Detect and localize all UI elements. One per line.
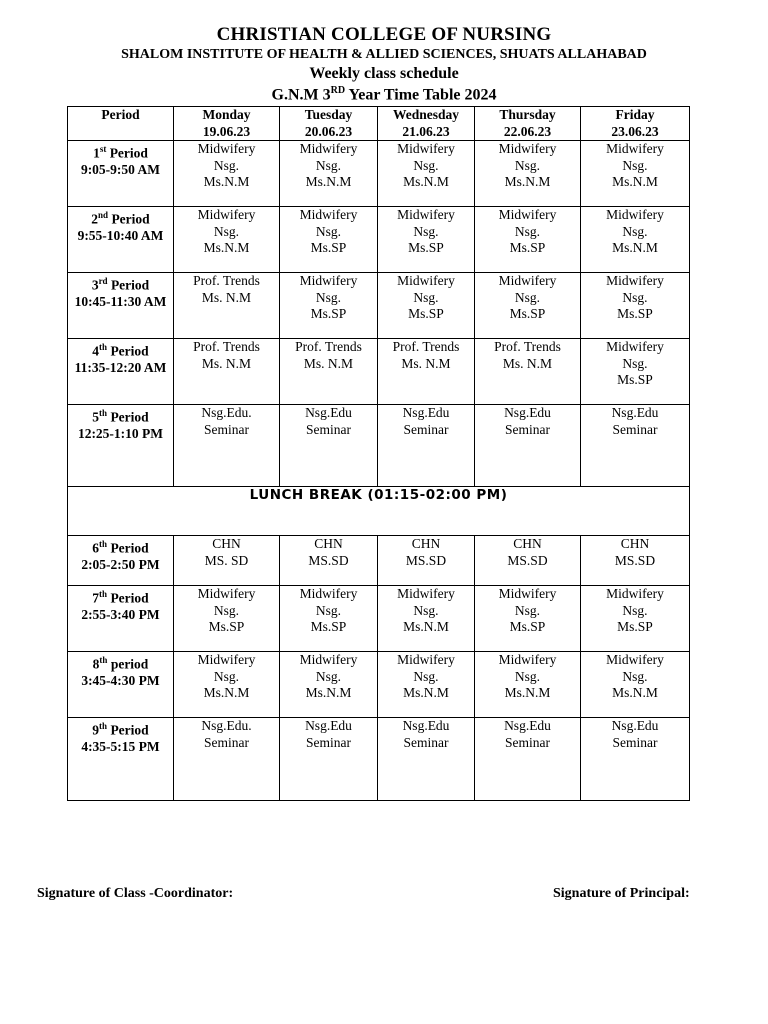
teacher: Ms.SP bbox=[208, 619, 245, 634]
period-number: 3 bbox=[91, 277, 99, 293]
class-cell bbox=[475, 339, 581, 405]
teacher: Ms.SP bbox=[509, 240, 546, 255]
table-row bbox=[68, 652, 690, 718]
signature-coordinator: Signature of Class -Coordinator: bbox=[37, 886, 234, 901]
subject: Midwifery bbox=[397, 652, 455, 667]
class-cell bbox=[174, 652, 280, 718]
class-cell bbox=[378, 586, 475, 652]
subject-detail: Nsg. bbox=[315, 602, 342, 618]
teacher: Ms.SP bbox=[310, 619, 347, 634]
subject-detail: Nsg. bbox=[413, 223, 439, 239]
subject-detail: Nsg. bbox=[622, 602, 648, 618]
lunch-break: LUNCH BREAK (01:15-02:00 PM) bbox=[68, 487, 690, 536]
class-cell bbox=[280, 652, 378, 718]
period-cell bbox=[68, 536, 174, 586]
day-header-monday bbox=[174, 107, 280, 141]
day-name: Tuesday bbox=[304, 107, 353, 122]
teacher: Ms.SP bbox=[310, 240, 347, 255]
teacher: Ms.SP bbox=[408, 306, 444, 321]
period-number: 7 bbox=[92, 590, 100, 606]
table-row bbox=[68, 141, 690, 207]
teacher: Ms.N.M bbox=[203, 240, 250, 255]
class-cell bbox=[280, 718, 378, 801]
table-row bbox=[68, 405, 690, 487]
subject-detail: Nsg. bbox=[514, 289, 541, 305]
period-header: Period bbox=[68, 107, 174, 141]
signature-principal: Signature of Principal: bbox=[553, 886, 690, 901]
period-word: Period bbox=[108, 211, 150, 227]
subject: Midwifery bbox=[299, 652, 358, 667]
lunch-row bbox=[68, 487, 690, 536]
period-label bbox=[70, 652, 171, 673]
day-name: Thursday bbox=[499, 107, 556, 122]
subject: CHN bbox=[314, 536, 343, 551]
period-label bbox=[70, 207, 171, 228]
subject: Nsg.Edu. bbox=[201, 405, 252, 420]
teacher: MS.SD bbox=[308, 552, 349, 568]
subject: Prof. Trends bbox=[392, 339, 460, 354]
subject: Midwifery bbox=[197, 586, 256, 601]
subject: Midwifery bbox=[397, 273, 455, 288]
teacher: Ms. N.M bbox=[303, 355, 354, 371]
period-number: 8 bbox=[92, 656, 100, 672]
period-ordinal: rd bbox=[98, 276, 108, 286]
period-label bbox=[70, 141, 171, 162]
teacher: Ms.SP bbox=[408, 240, 444, 255]
subject-detail: Nsg. bbox=[622, 668, 648, 684]
subject-detail: Nsg. bbox=[622, 355, 648, 371]
class-cell bbox=[174, 141, 280, 207]
period-time: 10:45-11:30 AM bbox=[74, 294, 167, 309]
subject: Prof. Trends bbox=[494, 339, 561, 354]
class-cell bbox=[378, 339, 475, 405]
day-date: 21.06.23 bbox=[402, 123, 450, 139]
teacher: Ms.N.M bbox=[403, 685, 449, 700]
class-cell bbox=[280, 536, 378, 586]
table-row bbox=[68, 536, 690, 586]
subject: Midwifery bbox=[197, 207, 256, 222]
period-time: 11:35-12:20 AM bbox=[74, 360, 167, 375]
subject: Nsg.Edu bbox=[402, 718, 450, 733]
period-word: Period bbox=[107, 722, 149, 738]
teacher: Ms.N.M bbox=[305, 174, 352, 189]
class-cell bbox=[378, 207, 475, 273]
institute-name: SHALOM INSTITUTE OF HEALTH & ALLIED SCIENCES, SHUATS ALLAHABAD bbox=[121, 47, 647, 62]
subject-detail: Nsg. bbox=[413, 602, 439, 618]
subject: CHN bbox=[212, 536, 241, 551]
class-cell bbox=[174, 536, 280, 586]
class-cell bbox=[280, 141, 378, 207]
subject: CHN bbox=[411, 536, 441, 551]
subject: Nsg.Edu bbox=[305, 718, 352, 733]
period-time: 12:25-1:10 PM bbox=[77, 426, 164, 441]
teacher: Ms.SP bbox=[509, 619, 546, 634]
subject: Midwifery bbox=[498, 207, 557, 222]
teacher: Ms.N.M bbox=[203, 685, 250, 700]
day-header-wednesday bbox=[378, 107, 475, 141]
class-cell bbox=[581, 141, 690, 207]
teacher: MS.SD bbox=[507, 552, 548, 568]
table-row bbox=[68, 207, 690, 273]
teacher: Ms.N.M bbox=[612, 174, 658, 189]
table-row bbox=[68, 586, 690, 652]
period-cell bbox=[68, 718, 174, 801]
subject: Midwifery bbox=[197, 141, 256, 156]
period-cell bbox=[68, 586, 174, 652]
day-date: 19.06.23 bbox=[202, 123, 251, 139]
subject: Midwifery bbox=[606, 586, 664, 601]
subject: Nsg.Edu bbox=[611, 718, 659, 733]
class-cell bbox=[378, 273, 475, 339]
class-cell bbox=[581, 339, 690, 405]
teacher: MS. SD bbox=[204, 552, 249, 568]
period-word: Period bbox=[106, 145, 148, 161]
class-cell bbox=[280, 586, 378, 652]
subject-detail: Nsg. bbox=[315, 289, 342, 305]
subject: Midwifery bbox=[498, 586, 557, 601]
subject-detail: Nsg. bbox=[213, 157, 240, 173]
period-ordinal: th bbox=[99, 342, 108, 352]
class-cell bbox=[475, 536, 581, 586]
class-cell bbox=[378, 405, 475, 487]
teacher: Ms.SP bbox=[617, 306, 653, 321]
period-label bbox=[70, 718, 171, 739]
class-cell bbox=[581, 405, 690, 487]
teacher: Ms.SP bbox=[617, 372, 653, 387]
class-cell bbox=[174, 718, 280, 801]
period-label bbox=[70, 405, 171, 426]
subject: Midwifery bbox=[606, 652, 664, 667]
teacher: Seminar bbox=[306, 734, 351, 750]
period-number: 1 bbox=[93, 145, 100, 161]
class-cell bbox=[475, 652, 581, 718]
teacher: Ms.N.M bbox=[203, 174, 250, 189]
period-ordinal: th bbox=[99, 655, 108, 665]
subject: Prof. Trends bbox=[295, 339, 362, 354]
subject-detail: Nsg. bbox=[514, 602, 541, 618]
subject: Midwifery bbox=[299, 207, 358, 222]
teacher: MS.SD bbox=[405, 552, 447, 568]
class-cell bbox=[174, 207, 280, 273]
class-cell bbox=[174, 339, 280, 405]
subject: Nsg.Edu bbox=[611, 405, 659, 420]
teacher: Ms.N.M bbox=[504, 685, 551, 700]
teacher: Seminar bbox=[612, 734, 658, 750]
subject: Midwifery bbox=[498, 273, 557, 288]
period-number: 6 bbox=[92, 540, 100, 556]
period-cell bbox=[68, 405, 174, 487]
class-cell bbox=[378, 718, 475, 801]
subject: Midwifery bbox=[606, 141, 664, 156]
period-word: period bbox=[107, 656, 149, 672]
header-row bbox=[68, 107, 690, 141]
schedule-subtitle: Weekly class schedule bbox=[309, 65, 459, 82]
period-word: Period bbox=[107, 409, 149, 425]
class-cell bbox=[280, 207, 378, 273]
day-name: Monday bbox=[202, 107, 251, 122]
class-cell bbox=[174, 586, 280, 652]
subject: Midwifery bbox=[397, 586, 455, 601]
subject: Midwifery bbox=[498, 141, 557, 156]
subject: Midwifery bbox=[606, 273, 664, 288]
class-cell bbox=[378, 536, 475, 586]
class-cell bbox=[174, 405, 280, 487]
period-time: 3:45-4:30 PM bbox=[81, 673, 160, 688]
teacher: Ms.SP bbox=[617, 619, 653, 634]
class-cell bbox=[581, 207, 690, 273]
period-number: 9 bbox=[92, 722, 100, 738]
subject: Midwifery bbox=[299, 141, 358, 156]
subject-detail: Nsg. bbox=[514, 668, 541, 684]
teacher: Seminar bbox=[403, 734, 449, 750]
teacher: Ms.N.M bbox=[403, 174, 449, 189]
subject: Midwifery bbox=[197, 652, 256, 667]
class-cell bbox=[581, 652, 690, 718]
table-row bbox=[68, 339, 690, 405]
class-cell bbox=[475, 586, 581, 652]
period-word: Period bbox=[107, 277, 150, 293]
period-number: 4 bbox=[92, 343, 100, 359]
teacher: Seminar bbox=[505, 734, 550, 750]
period-number: 5 bbox=[92, 409, 100, 425]
class-cell bbox=[280, 273, 378, 339]
teacher: Seminar bbox=[306, 421, 351, 437]
college-name: CHRISTIAN COLLEGE OF NURSING bbox=[216, 24, 552, 45]
period-cell bbox=[68, 273, 174, 339]
subject: Midwifery bbox=[299, 586, 358, 601]
class-cell bbox=[475, 405, 581, 487]
class-cell bbox=[475, 207, 581, 273]
class-cell bbox=[475, 141, 581, 207]
class-cell bbox=[475, 273, 581, 339]
period-number: 2 bbox=[91, 211, 99, 227]
subject: Nsg.Edu bbox=[305, 405, 352, 420]
period-cell bbox=[68, 652, 174, 718]
class-cell bbox=[581, 536, 690, 586]
teacher: Seminar bbox=[204, 421, 249, 437]
period-ordinal: st bbox=[99, 144, 107, 154]
teacher: Ms.N.M bbox=[504, 174, 551, 189]
period-time: 2:05-2:50 PM bbox=[81, 557, 160, 572]
period-cell bbox=[68, 207, 174, 273]
period-ordinal: nd bbox=[98, 210, 109, 220]
period-label bbox=[70, 586, 171, 607]
subject: Midwifery bbox=[498, 652, 557, 667]
subject: Midwifery bbox=[397, 207, 455, 222]
period-cell bbox=[68, 339, 174, 405]
teacher: Ms.SP bbox=[509, 306, 546, 321]
subject: Nsg.Edu bbox=[402, 405, 450, 420]
class-cell bbox=[581, 718, 690, 801]
day-name: Wednesday bbox=[392, 107, 460, 122]
teacher: Ms.N.M bbox=[403, 619, 449, 634]
table-row bbox=[68, 273, 690, 339]
timetable bbox=[67, 106, 690, 801]
period-ordinal: th bbox=[99, 408, 108, 418]
class-cell bbox=[280, 405, 378, 487]
subject-detail: Nsg. bbox=[413, 668, 439, 684]
period-ordinal: th bbox=[99, 721, 108, 731]
subject: Nsg.Edu. bbox=[201, 718, 252, 733]
period-time: 4:35-5:15 PM bbox=[81, 739, 160, 754]
teacher: Seminar bbox=[505, 421, 550, 437]
subject-detail: Nsg. bbox=[514, 157, 541, 173]
subject-detail: Nsg. bbox=[213, 602, 240, 618]
period-word: Period bbox=[107, 590, 149, 606]
teacher: Seminar bbox=[204, 734, 249, 750]
subject: Nsg.Edu bbox=[504, 718, 551, 733]
class-cell bbox=[581, 586, 690, 652]
teacher: Ms.N.M bbox=[305, 685, 352, 700]
teacher: Ms. N.M bbox=[401, 355, 451, 371]
class-cell bbox=[378, 141, 475, 207]
subject-detail: Nsg. bbox=[315, 668, 342, 684]
subject-detail: Nsg. bbox=[622, 223, 648, 239]
subject: Prof. Trends bbox=[193, 339, 260, 354]
day-header-tuesday bbox=[280, 107, 378, 141]
teacher: Ms.N.M bbox=[612, 685, 658, 700]
class-cell bbox=[475, 718, 581, 801]
teacher: Seminar bbox=[403, 421, 449, 437]
period-label bbox=[70, 273, 171, 294]
subject-detail: Nsg. bbox=[622, 289, 648, 305]
subject-detail: Nsg. bbox=[315, 223, 342, 239]
subject: CHN bbox=[620, 536, 650, 551]
subject: Prof. Trends bbox=[193, 273, 260, 288]
teacher: MS.SD bbox=[614, 552, 656, 568]
subject: Nsg.Edu bbox=[504, 405, 551, 420]
subject-detail: Nsg. bbox=[514, 223, 541, 239]
period-time: 9:05-9:50 AM bbox=[80, 162, 161, 177]
subject: CHN bbox=[513, 536, 542, 551]
subject: Midwifery bbox=[397, 141, 455, 156]
teacher: Ms. N.M bbox=[201, 289, 252, 305]
day-date: 23.06.23 bbox=[611, 123, 659, 139]
subject-detail: Nsg. bbox=[213, 668, 240, 684]
period-time: 2:55-3:40 PM bbox=[81, 607, 160, 622]
teacher: Ms.SP bbox=[310, 306, 347, 321]
teacher: Ms.N.M bbox=[612, 240, 658, 255]
period-word: Period bbox=[107, 540, 149, 556]
class-cell bbox=[378, 652, 475, 718]
class-cell bbox=[280, 339, 378, 405]
subject: Midwifery bbox=[606, 339, 664, 354]
subject-detail: Nsg. bbox=[413, 289, 439, 305]
period-label bbox=[70, 339, 171, 360]
day-header-thursday bbox=[475, 107, 581, 141]
table-row bbox=[68, 718, 690, 801]
day-date: 20.06.23 bbox=[304, 123, 353, 139]
subject-detail: Nsg. bbox=[413, 157, 439, 173]
day-name: Friday bbox=[615, 107, 655, 122]
subject: Midwifery bbox=[299, 273, 358, 288]
subject-detail: Nsg. bbox=[622, 157, 648, 173]
period-ordinal: th bbox=[99, 539, 108, 549]
subject: Midwifery bbox=[606, 207, 664, 222]
teacher: Ms. N.M bbox=[201, 355, 252, 371]
teacher: Ms. N.M bbox=[502, 355, 553, 371]
day-date: 22.06.23 bbox=[503, 123, 552, 139]
subject-detail: Nsg. bbox=[213, 223, 240, 239]
teacher: Seminar bbox=[612, 421, 658, 437]
period-label bbox=[70, 536, 171, 557]
day-header-friday bbox=[581, 107, 690, 141]
period-word: Period bbox=[107, 343, 149, 359]
period-time: 9:55-10:40 AM bbox=[77, 228, 164, 243]
subject-detail: Nsg. bbox=[315, 157, 342, 173]
class-cell bbox=[174, 273, 280, 339]
timetable-title: G.N.M 3RD Year Time Table 2024 bbox=[271, 85, 497, 104]
period-cell bbox=[68, 141, 174, 207]
period-ordinal: th bbox=[99, 589, 108, 599]
class-cell bbox=[581, 273, 690, 339]
